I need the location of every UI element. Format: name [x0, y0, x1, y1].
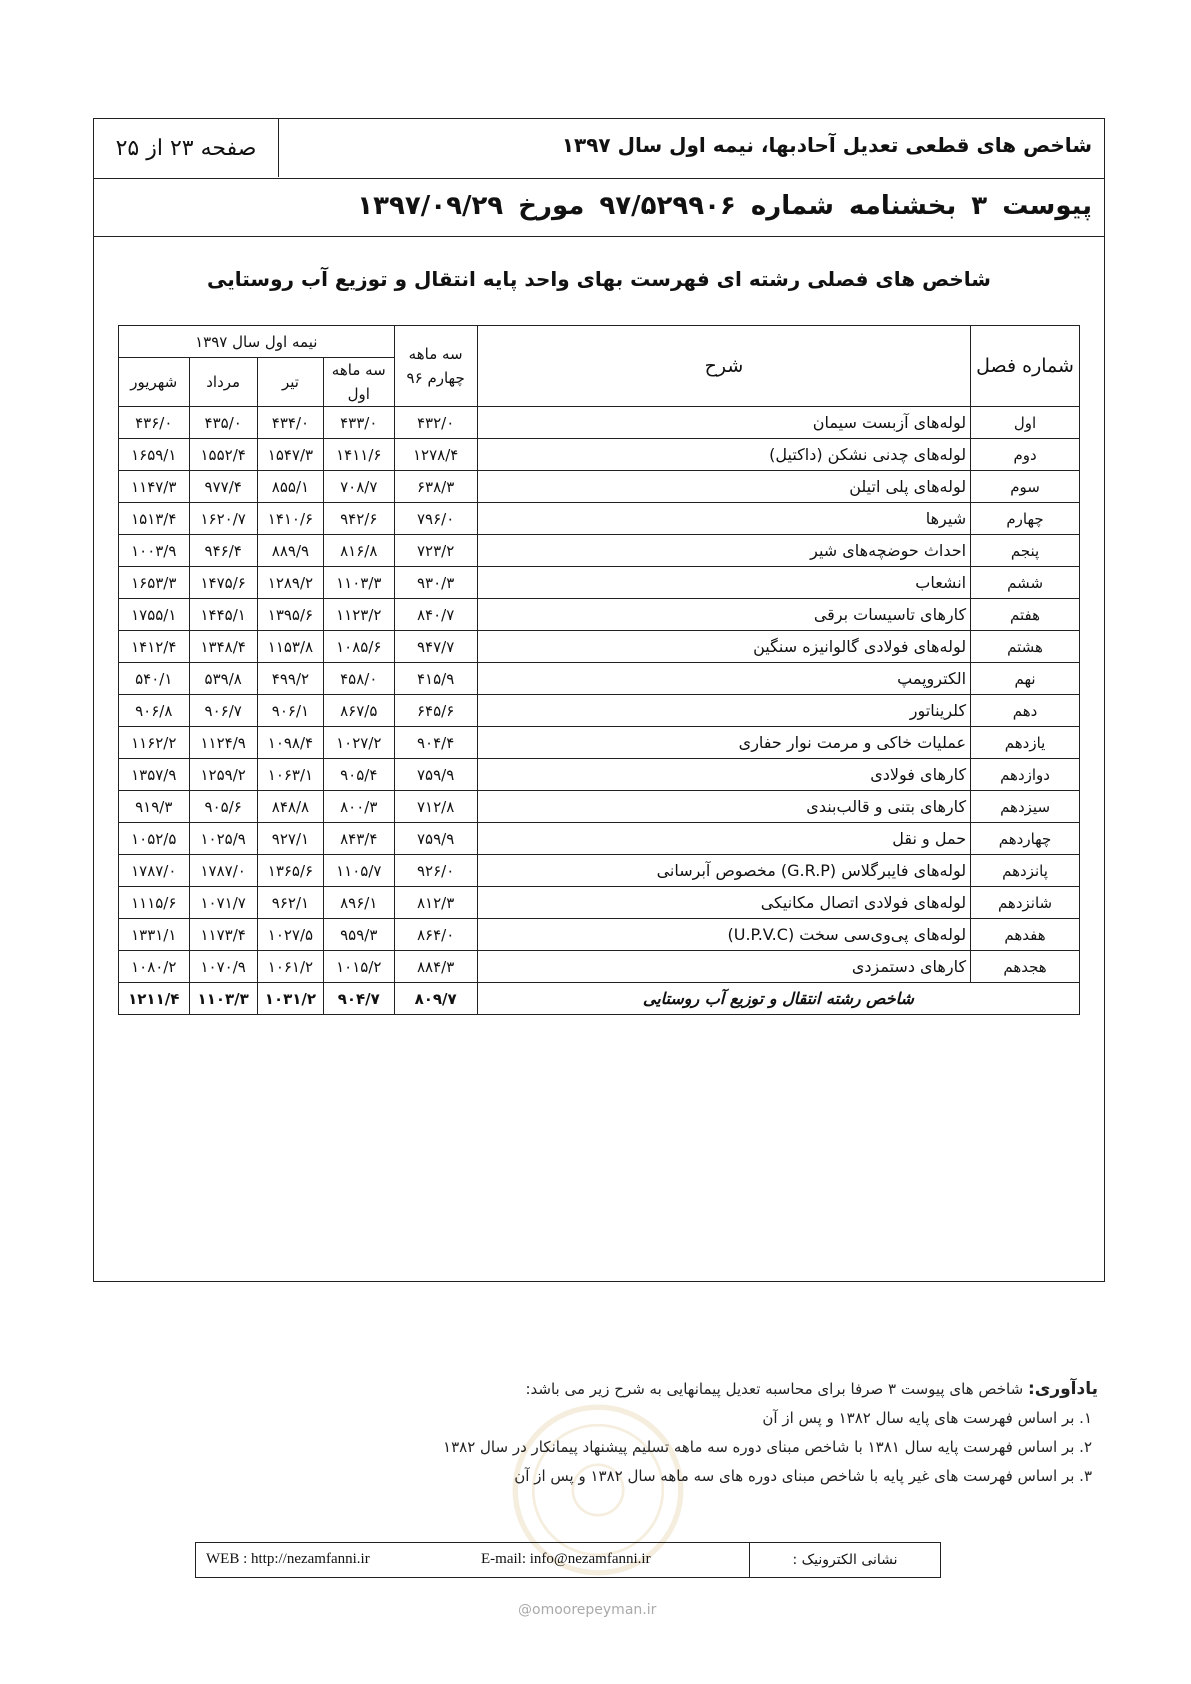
shahrivar-cell: ۱۳۳۱/۱ — [119, 919, 190, 951]
chapter-cell: شانزدهم — [971, 887, 1080, 919]
mordad-cell: ۱۷۸۷/۰ — [189, 855, 257, 887]
tir-cell: ۹۲۷/۱ — [257, 823, 323, 855]
table-row — [119, 535, 1080, 567]
circular-reference: پیوست ۳ بخشنامه شماره ۹۷/۵۲۹۹۰۶ مورخ ۱۳۹۷/۰۹/۲۹ — [357, 191, 1092, 221]
mordad-cell: ۹۰۵/۶ — [189, 791, 257, 823]
description-cell: لوله‌های چدنی نشکن (داکتیل) — [477, 439, 970, 471]
table-row — [119, 695, 1080, 727]
chapter-cell: هشتم — [971, 631, 1080, 663]
description-cell: لوله‌های پی‌وی‌سی سخت (U.P.V.C) — [477, 919, 970, 951]
notes-section — [198, 1375, 1098, 1491]
tir-cell: ۴۳۴/۰ — [257, 407, 323, 439]
index-table — [118, 325, 1080, 1015]
description-cell: کارهای فولادی — [477, 759, 970, 791]
total-label: شاخص رشته انتقال و توزیع آب روستایی — [477, 983, 1079, 1015]
shahrivar-cell: ۱۰۸۰/۲ — [119, 951, 190, 983]
q4-cell: ۸۸۴/۳ — [394, 951, 477, 983]
table-title: شاخص های فصلی رشته ای فهرست بهای واحد پایه انتقال و توزیع آب روستایی — [207, 267, 991, 291]
table-row — [119, 599, 1080, 631]
chapter-cell: دهم — [971, 695, 1080, 727]
col-q4-96 — [394, 326, 477, 407]
q4-cell: ۸۶۴/۰ — [394, 919, 477, 951]
col-group-half-1397: نیمه اول سال ۱۳۹۷ — [119, 326, 395, 358]
tir-cell: ۸۸۹/۹ — [257, 535, 323, 567]
chapter-cell: چهاردهم — [971, 823, 1080, 855]
total-row — [119, 983, 1080, 1015]
q1-cell: ۸۹۶/۱ — [324, 887, 394, 919]
chapter-cell: اول — [971, 407, 1080, 439]
q4-cell: ۷۹۶/۰ — [394, 503, 477, 535]
chapter-cell: سیزدهم — [971, 791, 1080, 823]
total-shahrivar-cell: ۱۲۱۱/۴ — [119, 983, 190, 1015]
col-q1-line1: سه ماهه — [331, 361, 386, 379]
shahrivar-cell: ۱۳۵۷/۹ — [119, 759, 190, 791]
description-cell: کارهای دستمزدی — [477, 951, 970, 983]
mordad-cell: ۹۴۶/۴ — [189, 535, 257, 567]
mordad-cell: ۱۰۷۱/۷ — [189, 887, 257, 919]
shahrivar-cell: ۹۰۶/۸ — [119, 695, 190, 727]
q4-cell: ۹۳۰/۳ — [394, 567, 477, 599]
mordad-cell: ۱۱۲۴/۹ — [189, 727, 257, 759]
total-q1-cell: ۹۰۴/۷ — [324, 983, 394, 1015]
col-chapter: شماره فصل — [971, 326, 1080, 407]
email-link[interactable]: E-mail: info@nezamfanni.ir — [481, 1551, 651, 1567]
shahrivar-cell: ۱۱۱۵/۶ — [119, 887, 190, 919]
chapter-cell: دوازدهم — [971, 759, 1080, 791]
col-q1 — [324, 358, 394, 407]
table-row — [119, 503, 1080, 535]
tir-cell: ۱۲۸۹/۲ — [257, 567, 323, 599]
chapter-cell: پنجم — [971, 535, 1080, 567]
shahrivar-cell: ۱۷۵۵/۱ — [119, 599, 190, 631]
q4-cell: ۸۱۲/۳ — [394, 887, 477, 919]
q4-cell: ۶۴۵/۶ — [394, 695, 477, 727]
shahrivar-cell: ۱۶۵۳/۳ — [119, 567, 190, 599]
tir-cell: ۹۰۶/۱ — [257, 695, 323, 727]
tir-cell: ۱۱۵۳/۸ — [257, 631, 323, 663]
chapter-cell: سوم — [971, 471, 1080, 503]
mordad-cell: ۱۰۲۵/۹ — [189, 823, 257, 855]
mordad-cell: ۱۴۴۵/۱ — [189, 599, 257, 631]
reference-row — [94, 179, 1104, 237]
total-mordad-cell: ۱۱۰۳/۳ — [189, 983, 257, 1015]
q1-cell: ۹۰۵/۴ — [324, 759, 394, 791]
chapter-cell: نهم — [971, 663, 1080, 695]
shahrivar-cell: ۴۳۶/۰ — [119, 407, 190, 439]
table-row — [119, 471, 1080, 503]
q4-cell: ۴۳۲/۰ — [394, 407, 477, 439]
contact-label: نشانی الکترونیک : — [749, 1543, 940, 1577]
table-row — [119, 951, 1080, 983]
chapter-cell: ششم — [971, 567, 1080, 599]
tir-cell: ۸۵۵/۱ — [257, 471, 323, 503]
description-cell: لوله‌های آزبست سیمان — [477, 407, 970, 439]
description-cell: حمل و نقل — [477, 823, 970, 855]
q1-cell: ۱۰۲۷/۲ — [324, 727, 394, 759]
q1-cell: ۹۴۲/۶ — [324, 503, 394, 535]
description-cell: لوله‌های فولادی گالوانیزه سنگین — [477, 631, 970, 663]
q4-cell: ۹۲۶/۰ — [394, 855, 477, 887]
table-row — [119, 887, 1080, 919]
chapter-cell: دوم — [971, 439, 1080, 471]
mordad-cell: ۹۰۶/۷ — [189, 695, 257, 727]
mordad-cell: ۱۲۵۹/۲ — [189, 759, 257, 791]
col-q4-96-line1: سه ماهه — [408, 345, 463, 363]
description-cell: عملیات خاکی و مرمت نوار حفاری — [477, 727, 970, 759]
tir-cell: ۱۴۱۰/۶ — [257, 503, 323, 535]
description-cell: لوله‌های فایبرگلاس (G.R.P) مخصوص آبرسانی — [477, 855, 970, 887]
q4-cell: ۹۰۴/۴ — [394, 727, 477, 759]
description-cell: لوله‌های فولادی اتصال مکانیکی — [477, 887, 970, 919]
page-frame — [93, 118, 1105, 1282]
shahrivar-cell: ۱۰۰۳/۹ — [119, 535, 190, 567]
q1-cell: ۴۵۸/۰ — [324, 663, 394, 695]
table-row — [119, 407, 1080, 439]
q4-cell: ۱۲۷۸/۴ — [394, 439, 477, 471]
tir-cell: ۱۵۴۷/۳ — [257, 439, 323, 471]
shahrivar-cell: ۵۴۰/۱ — [119, 663, 190, 695]
page-number: صفحه ۲۳ از ۲۵ — [94, 119, 279, 177]
chapter-cell: هفدهم — [971, 919, 1080, 951]
table-row — [119, 919, 1080, 951]
description-cell: انشعاب — [477, 567, 970, 599]
tir-cell: ۸۴۸/۸ — [257, 791, 323, 823]
q1-cell: ۸۱۶/۸ — [324, 535, 394, 567]
shahrivar-cell: ۱۷۸۷/۰ — [119, 855, 190, 887]
shahrivar-cell: ۹۱۹/۳ — [119, 791, 190, 823]
q4-cell: ۷۱۲/۸ — [394, 791, 477, 823]
tir-cell: ۱۰۲۷/۵ — [257, 919, 323, 951]
note-item: ۱. بر اساس فهرست های پایه سال ۱۳۸۲ و پس از آن — [762, 1409, 1092, 1427]
q4-cell: ۹۴۷/۷ — [394, 631, 477, 663]
mordad-cell: ۱۴۷۵/۶ — [189, 567, 257, 599]
q1-cell: ۱۱۰۵/۷ — [324, 855, 394, 887]
shahrivar-cell: ۱۱۴۷/۳ — [119, 471, 190, 503]
tir-cell: ۱۳۶۵/۶ — [257, 855, 323, 887]
q1-cell: ۱۰۸۵/۶ — [324, 631, 394, 663]
mordad-cell: ۴۳۵/۰ — [189, 407, 257, 439]
document-title: شاخص های قطعی تعدیل آحادبها، نیمه اول سال ۱۳۹۷ — [561, 133, 1092, 157]
description-cell: احداث حوضچه‌های شیر — [477, 535, 970, 567]
chapter-cell: یازدهم — [971, 727, 1080, 759]
table-row — [119, 823, 1080, 855]
notes-intro-text: شاخص های پیوست ۳ صرفا برای محاسبه تعدیل پیمانهایی به شرح زیر می باشد: — [525, 1380, 1028, 1398]
q1-cell: ۹۵۹/۳ — [324, 919, 394, 951]
mordad-cell: ۱۱۷۳/۴ — [189, 919, 257, 951]
description-cell: شیرها — [477, 503, 970, 535]
chapter-cell: چهارم — [971, 503, 1080, 535]
notes-lead: یادآوری: — [1027, 1379, 1098, 1399]
description-cell: کارهای بتنی و قالب‌بندی — [477, 791, 970, 823]
note-item: ۲. بر اساس فهرست پایه سال ۱۳۸۱ با شاخص مبنای دوره سه ماهه تسلیم پیشنهاد پیمانکار در سال ۱۳۸۲ — [443, 1438, 1092, 1456]
tir-cell: ۱۰۹۸/۴ — [257, 727, 323, 759]
source-credit: @omoorepeyman.ir — [518, 1602, 657, 1618]
q1-cell: ۸۰۰/۳ — [324, 791, 394, 823]
notes-intro — [198, 1375, 1098, 1404]
chapter-cell: هفتم — [971, 599, 1080, 631]
website-link[interactable]: WEB : http://nezamfanni.ir — [206, 1551, 370, 1567]
table-row — [119, 855, 1080, 887]
tir-cell: ۹۶۲/۱ — [257, 887, 323, 919]
mordad-cell: ۱۰۷۰/۹ — [189, 951, 257, 983]
mordad-cell: ۹۷۷/۴ — [189, 471, 257, 503]
col-description: شرح — [477, 326, 970, 407]
col-mordad: مرداد — [189, 358, 257, 407]
q1-cell: ۸۶۷/۵ — [324, 695, 394, 727]
tir-cell: ۱۰۶۳/۱ — [257, 759, 323, 791]
q4-cell: ۴۱۵/۹ — [394, 663, 477, 695]
total-q4-cell: ۸۰۹/۷ — [394, 983, 477, 1015]
tir-cell: ۱۳۹۵/۶ — [257, 599, 323, 631]
q4-cell: ۷۵۹/۹ — [394, 759, 477, 791]
col-shahrivar: شهریور — [119, 358, 190, 407]
chapter-cell: پانزدهم — [971, 855, 1080, 887]
q1-cell: ۴۳۳/۰ — [324, 407, 394, 439]
header-row — [94, 119, 1104, 179]
tir-cell: ۱۰۶۱/۲ — [257, 951, 323, 983]
description-cell: الکتروپمپ — [477, 663, 970, 695]
tir-cell: ۴۹۹/۲ — [257, 663, 323, 695]
shahrivar-cell: ۱۰۵۲/۵ — [119, 823, 190, 855]
table-row — [119, 567, 1080, 599]
shahrivar-cell: ۱۵۱۳/۴ — [119, 503, 190, 535]
description-cell: کلریناتور — [477, 695, 970, 727]
total-tir-cell: ۱۰۳۱/۲ — [257, 983, 323, 1015]
shahrivar-cell: ۱۱۶۲/۲ — [119, 727, 190, 759]
q4-cell: ۷۲۳/۲ — [394, 535, 477, 567]
shahrivar-cell: ۱۶۵۹/۱ — [119, 439, 190, 471]
col-q4-96-line2: چهارم ۹۶ — [406, 369, 465, 387]
note-item: ۳. بر اساس فهرست های غیر پایه با شاخص مبنای دوره های سه ماهه سال ۱۳۸۲ و پس از آن — [514, 1467, 1092, 1485]
q1-cell: ۱۰۱۵/۲ — [324, 951, 394, 983]
mordad-cell: ۱۵۵۲/۴ — [189, 439, 257, 471]
shahrivar-cell: ۱۴۱۲/۴ — [119, 631, 190, 663]
mordad-cell: ۱۶۲۰/۷ — [189, 503, 257, 535]
col-tir: تیر — [257, 358, 323, 407]
table-row — [119, 791, 1080, 823]
table-row — [119, 663, 1080, 695]
q4-cell: ۶۳۸/۳ — [394, 471, 477, 503]
mordad-cell: ۱۳۴۸/۴ — [189, 631, 257, 663]
q1-cell: ۸۴۳/۴ — [324, 823, 394, 855]
table-row — [119, 631, 1080, 663]
q4-cell: ۸۴۰/۷ — [394, 599, 477, 631]
description-cell: کارهای تاسیسات برقی — [477, 599, 970, 631]
contact-box — [195, 1542, 941, 1578]
mordad-cell: ۵۳۹/۸ — [189, 663, 257, 695]
table-row — [119, 759, 1080, 791]
table-row — [119, 439, 1080, 471]
col-q1-line2: اول — [347, 385, 370, 403]
q1-cell: ۱۱۰۳/۳ — [324, 567, 394, 599]
q4-cell: ۷۵۹/۹ — [394, 823, 477, 855]
q1-cell: ۱۴۱۱/۶ — [324, 439, 394, 471]
table-row — [119, 727, 1080, 759]
chapter-cell: هجدهم — [971, 951, 1080, 983]
q1-cell: ۱۱۲۳/۲ — [324, 599, 394, 631]
q1-cell: ۷۰۸/۷ — [324, 471, 394, 503]
description-cell: لوله‌های پلی اتیلن — [477, 471, 970, 503]
